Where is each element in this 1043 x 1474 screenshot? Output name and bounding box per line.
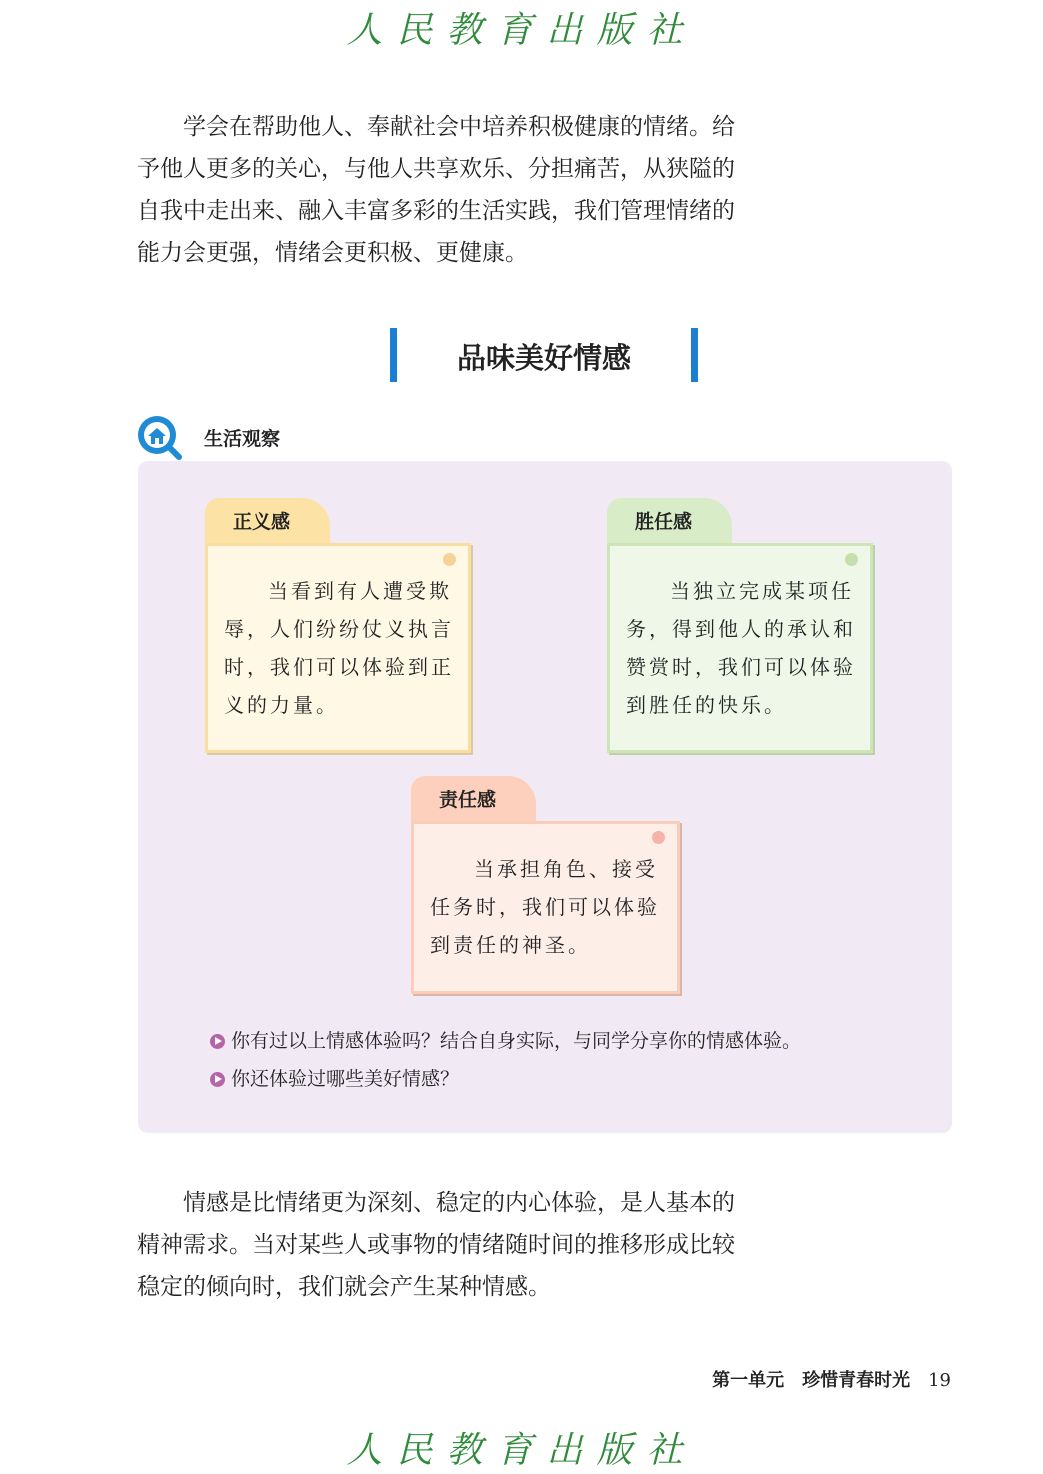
card-text: 当承担角色、接受任务时，我们可以体验到责任的神圣。 [430,857,660,957]
card-body [205,543,471,753]
card-dot [443,553,456,566]
house-magnifier-icon [136,414,182,460]
card-responsibility [411,776,680,994]
question-item [210,1026,801,1053]
publisher-logo-bottom: 人民教育出版社 [346,1430,697,1471]
card-body [411,821,680,994]
question-text: 你还体验过哪些美好情感？ [231,1068,460,1090]
card-justice [205,498,471,753]
footer-unit: 第一单元 [712,1370,785,1391]
play-bullet-icon [210,1072,225,1087]
page-footer [712,1366,951,1392]
page-number: 19 [928,1370,951,1391]
card-title: 正义感 [205,498,330,546]
question-text: 你有过以上情感体验吗？结合自身实际，与同学分享你的情感体验。 [231,1030,802,1052]
section-title: 品味美好情感 [456,341,631,375]
card-title: 胜任感 [607,498,732,546]
card-dot [652,831,665,844]
card-text: 当独立完成某项任务，得到他人的承认和赞赏时，我们可以体验到胜任的快乐。 [626,579,856,717]
card-body [607,543,873,753]
question-item [210,1064,459,1091]
section-heading [390,328,698,382]
card-title: 责任感 [411,776,536,824]
card-dot [845,553,858,566]
observation-label: 生活观察 [204,428,281,450]
intro-paragraph: 学会在帮助他人、奉献社会中培养积极健康的情绪。给予他人更多的关心，与他人共享欢乐、分担痛苦，从狭隘的自我中走出来、融入丰富多彩的生活实践，我们管理情绪的能力会更强，情绪会更积极、更健康。 [137,114,735,266]
publisher-logo-top: 人民教育出版社 [346,10,697,51]
heading-bar-right [691,328,698,382]
card-text: 当看到有人遭受欺辱，人们纷纷仗义执言时，我们可以体验到正义的力量。 [224,579,454,717]
footer-chapter: 珍惜青春时光 [802,1370,911,1391]
play-bullet-icon [210,1034,225,1049]
card-competence [607,498,873,753]
closing-paragraph: 情感是比情绪更为深刻、稳定的内心体验，是人基本的精神需求。当对某些人或事物的情绪随时间的推移形成比较稳定的倾向时，我们就会产生某种情感。 [137,1190,735,1300]
